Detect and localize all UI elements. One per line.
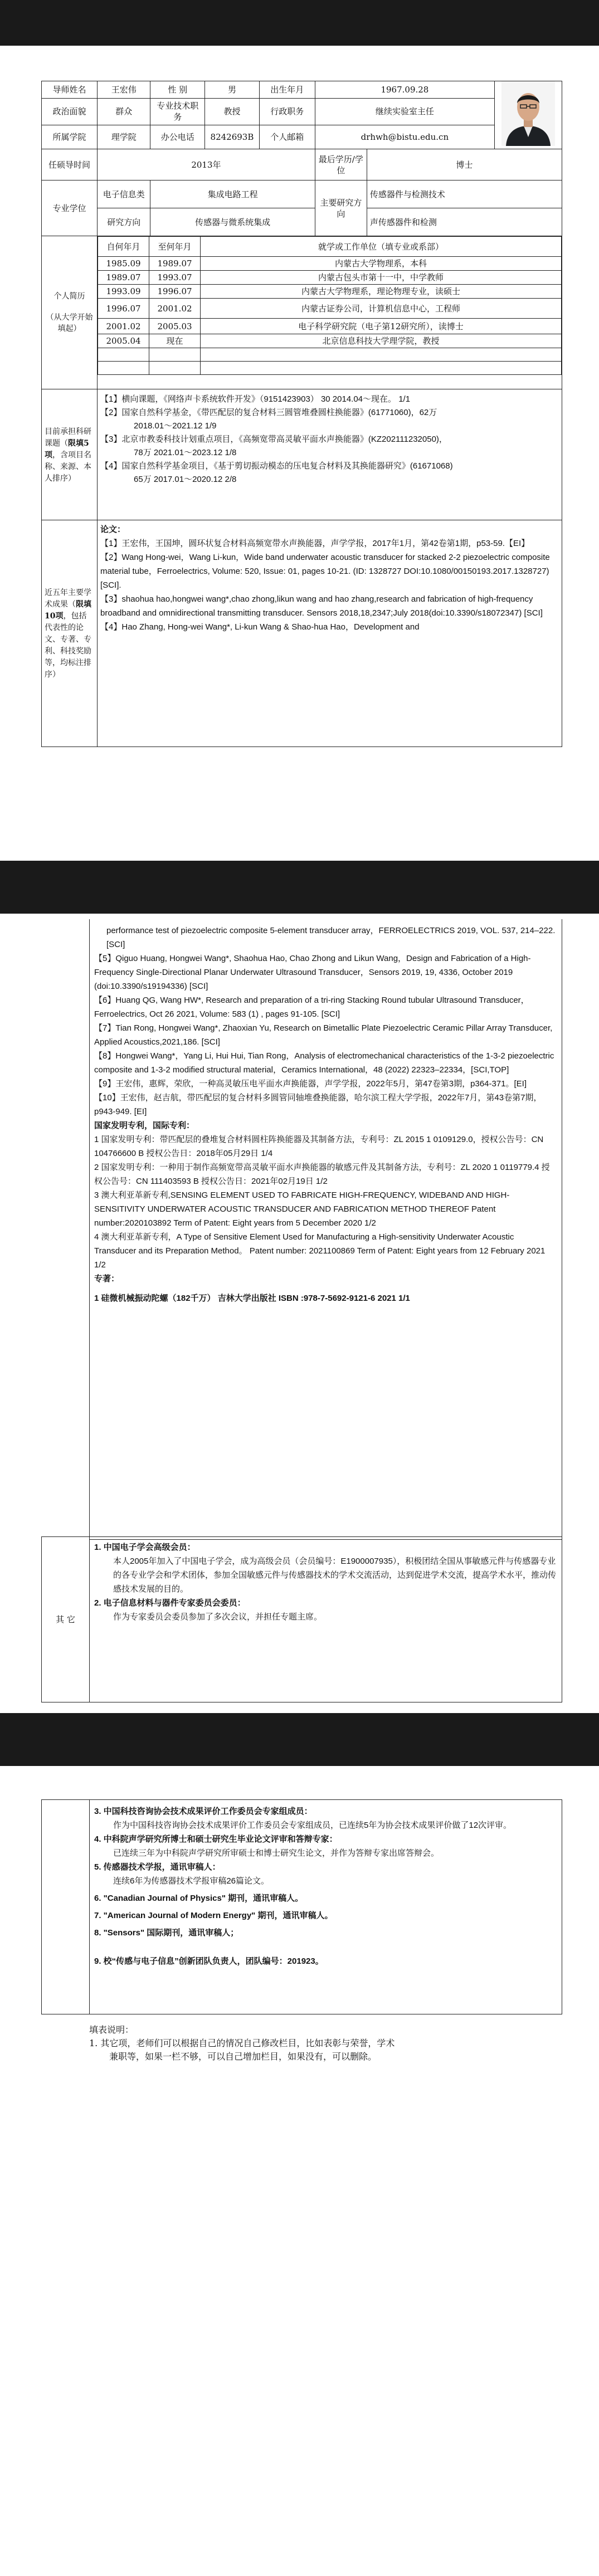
list-item: 1 硅微机械振动陀螺（182千万） 吉林大学出版社 ISBN :978-7-5692-9121-6 2021 1/1 (94, 1294, 410, 1303)
list-item: 1 国家发明专利：带匹配层的叠堆复合材料圆柱阵换能器及其制备方法，专利号：ZL 2015 1 0109129.0，授权公告号：CN 104766600 B 授权公告日：2018年05月29日 1/4 (94, 1135, 544, 1158)
other-continued-cell (90, 1800, 562, 2014)
resume-from: 1996.07 (98, 299, 149, 319)
list-item: 【5】Qiguo Huang, Hongwei Wang*, Shaohua Hao, Chao Zhong and Likun Wang，Design and Fabrication of a High-Frequency Single-Directional Planar Underwater Ultrasound Transducer，Sensors 2019, 19, 4336, October 2019 (doi:10.3390/s19194336) [SCI] (94, 954, 531, 991)
dept-label: 所属学院 (42, 125, 98, 149)
books-heading: 专著： (94, 1274, 120, 1284)
list-item: 4 澳大利亚革新专利，A Type of Sensitive Element Used for Manufacturing a High-sensitivity Underwater Acoustic Transducer and its Preparation Method。 Patent number: 2021100869 Term of Patent: Eight years from 12 February 2021 1/2 (94, 1232, 546, 1270)
degree-value: 博士 (367, 149, 562, 180)
resume-head-unit: 就学或工作单位（填专业或系部） (201, 237, 562, 257)
table-row (98, 319, 562, 334)
other-table (41, 1536, 562, 1702)
resume-to: 2005.03 (149, 319, 201, 334)
academic-value-2: 声传感器件和检测 (367, 208, 562, 236)
list-item: 【6】Huang QG, Wang HW*, Research and preparation of a tri-ring Stacking Round tubular Ultrasound Transducer，Ferroelectrics, Oct 26 2021, Volume: 583 (1) , pages 91-105. [SCI] (94, 996, 529, 1019)
top-band (0, 0, 599, 46)
list-item-cont: 78万 2021.01～2023.12 1/8 (134, 448, 237, 457)
notes-title: 填表说明： (89, 2024, 134, 2035)
resume-to: 1993.07 (149, 271, 201, 285)
grants-label (42, 389, 98, 520)
pubs-label (42, 520, 98, 747)
list-item: 【9】王宏伟，惠辉，荣欣，一种高灵敏压电平面水声换能器，声学学报，2022年5月，第47卷第3期，p364-371。[EI] (94, 1079, 527, 1089)
list-item: 2 国家发明专利：一种用于制作高频宽带高灵敏平面水声换能器的敏感元件及其制备方法，专利号：ZL 2020 1 0119779.4 授权公告号：CN 111403593 B 授权公告日：2021年02月19日 1/2 (94, 1163, 550, 1186)
resume-unit: 内蒙古包头市第十一中，中学教师 (201, 271, 562, 285)
table-row (98, 271, 562, 285)
list-item: 【4】Hao Zhang, Hong-wei Wang*, Li-kun Wang & Shao-hua Hao，Development and (100, 622, 420, 632)
form-notes (89, 2023, 546, 2063)
portrait-icon (501, 81, 555, 146)
table-row (98, 299, 562, 319)
list-item-cont: 2018.01～2021.12 1/9 (134, 421, 217, 431)
list-item-text: 连续6年为传感器技术学报审稿26篇论文。 (113, 1876, 270, 1886)
grants-label-c: ，含项目名称、来源、本人排序） (45, 450, 91, 483)
list-item-text: 作为专家委员会委员参加了多次会议，并担任专题主席。 (113, 1612, 323, 1622)
supervisor-name-label: 导师姓名 (42, 81, 98, 99)
notes-line-2: 兼职等，如果一栏不够，可以自己增加栏目，如果没有，可以删除。 (109, 2051, 377, 2062)
resume-label-cell (42, 236, 98, 389)
field-label-2: 研究方向 (98, 208, 150, 236)
phone-value: 8242693B (205, 125, 260, 149)
patents-heading: 国家发明专利，国际专利： (94, 1121, 195, 1130)
title-label: 专业技术职务 (150, 99, 205, 125)
list-item: 9. 校“传感与电子信息”创新团队负责人，团队编号：201923。 (94, 1957, 324, 1966)
continuation-table (89, 919, 562, 1540)
list-item: 【7】Tian Rong, Hongwei Wang*, Zhaoxian Yu, Research on Bimetallic Plate Piezoelectric Ceramic Pillar Array Transducer, Applied Acoustics,2021,186. [SCI] (94, 1023, 553, 1047)
resume-label: 个人简历 (53, 292, 85, 301)
admin-label: 行政职务 (259, 99, 315, 125)
avatar (494, 81, 562, 149)
list-item: 【3】北京市教委科技计划重点项目，《高频宽带高灵敏平面水声换能器》(KZ202111232050)， (100, 435, 447, 444)
list-item-text: 作为中国科技咨询协会技术成果评价工作委员会专家组成员，已连续5年为协会技术成果评价做了12次评审。 (113, 1821, 512, 1830)
list-item-text: 本人2005年加入了中国电子学会，成为高级会员（会员编号：E1900007935），积极团结全国从事敏感元件与传感器专业的各专业学会和学术团体，参加全国敏感元件与传感器技术的学术交流活动，达到促进学术交流，提高学术水平，推动传感技术发展的目的。 (113, 1557, 557, 1594)
pubs-label-c: ，包括代表性的论文、专著、专利、科技奖励等，均标注排序） (45, 612, 91, 679)
academic-label: 主要研究方向 (315, 180, 367, 236)
list-item: 【8】Hongwei Wang*，Yang Li, Hui Hui, Tian Rong，Analysis of electromechanical characteristics of the 1-3-2 piezoelectric composite and 1-3-2 modified structural material，Ceramics International，48 (2022) 22323–22334，[SCI,TOP] (94, 1051, 554, 1075)
academic-value-1: 传感器件与检测技术 (367, 180, 562, 208)
list-item: 【4】国家自然科学基金项目，《基于剪切振动模态的压电复合材料及其换能器研究》(61671068) (100, 461, 453, 471)
major-label: 专业学位 (42, 180, 98, 236)
party-label: 政治面貌 (42, 99, 98, 125)
grants-label-b: 限填5项 (45, 438, 89, 460)
pubs-label-a: 近五年主要学术成果（ (45, 588, 91, 609)
party-value: 群众 (98, 99, 150, 125)
resume-from: 1989.07 (98, 271, 149, 285)
birth-value: 1967.09.28 (315, 81, 494, 99)
resume-unit: 内蒙古证券公司，计算机信息中心，工程师 (201, 299, 562, 319)
list-item: 4. 中科院声学研究所博士和硕士研究生毕业论文评审和答辩专家： (94, 1835, 338, 1844)
list-item: 6. "Canadian Journal of Physics" 期刊，通讯审稿人。 (94, 1894, 304, 1903)
resume-sublabel: （从大学开始填起） (46, 313, 93, 333)
resume-from: 2005.04 (98, 334, 149, 348)
list-item-cont: 65万 2017.01～2020.12 2/8 (134, 475, 237, 484)
birth-label: 出生年月 (259, 81, 315, 99)
list-item: 【3】shaohua hao,hongwei wang*,chao zhong,likun wang and hao zhang,research and fabrication of high-frequency broadband and omnidirectional transmitting transducer. Sensors 2018,18,2347;July 2018(doi:10.3390/s18072347) [SCI] (100, 594, 543, 618)
resume-from: 1993.09 (98, 285, 149, 299)
other-continued-table (41, 1799, 562, 2014)
gender-label: 性 别 (150, 81, 205, 99)
resume-to: 现在 (149, 334, 201, 348)
list-item: 【10】王宏伟，赵吉航，带匹配层的复合材料多圆管同轴堆叠换能器，哈尔滨工程大学学报，2022年7月，第43卷第7期，p943-949. [EI] (94, 1093, 542, 1116)
phone-label: 办公电话 (150, 125, 205, 149)
resume-unit: 电子科学研究院（电子第12研究所），读博士 (201, 319, 562, 334)
list-item: 2. 电子信息材料与器件专家委员会委员： (94, 1598, 246, 1608)
resume-unit: 内蒙古大学物理系，理论物理专业，读硕士 (201, 285, 562, 299)
list-item: 【1】横向课题，《网络声卡系统软件开发》（9151423903） 30 2014.04～现在。 1/1 (100, 394, 411, 404)
table-row (98, 257, 562, 271)
grants-cell (98, 389, 562, 520)
resume-unit: 北京信息科技大学理学院，教授 (201, 334, 562, 348)
list-item: 5. 传感器技术学报，通讯审稿人： (94, 1862, 221, 1872)
page-gap-2 (0, 1713, 599, 1766)
admin-value: 继续实验室主任 (315, 99, 494, 125)
table-row (98, 285, 562, 299)
email-value: drhwh@bistu.edu.cn (315, 125, 494, 149)
other-cell (90, 1537, 562, 1702)
gender-value: 男 (205, 81, 260, 99)
papers-heading: 论文： (100, 525, 126, 534)
field-value-1: 集成电路工程 (150, 180, 315, 208)
email-label: 个人邮箱 (259, 125, 315, 149)
list-item: 7. "American Journal of Modern Energy" 期刊，通讯审稿人。 (94, 1911, 333, 1920)
appoint-label: 任硕导时间 (42, 149, 98, 180)
pubs-cell (98, 520, 562, 747)
resume-from: 1985.09 (98, 257, 149, 271)
title-value: 教授 (205, 99, 260, 125)
pubs-continued-cell (90, 919, 562, 1540)
table-row (98, 334, 562, 348)
resume-cell (98, 236, 562, 389)
resume-head-from: 自何年月 (98, 237, 149, 257)
list-item-cont: performance test of piezoelectric composite 5-element transducer array，FERROELECTRICS 2019, VOL. 537, 214–222. [SCI] (106, 926, 556, 949)
list-item: 8. "Sensors" 国际期刊，通讯审稿人； (94, 1928, 239, 1938)
resume-to: 1989.07 (149, 257, 201, 271)
field-label-1: 电子信息类 (98, 180, 150, 208)
resume-to: 2001.02 (149, 299, 201, 319)
field-value-2: 传感器与微系统集成 (150, 208, 315, 236)
notes-line-1: 1. 其它项，老师们可以根据自己的情况自己修改栏目，比如表彰与荣誉，学术 (89, 2038, 395, 2048)
page-gap-1 (0, 861, 599, 914)
resume-to: 1996.07 (149, 285, 201, 299)
profile-table (41, 81, 562, 747)
list-item: 【2】国家自然科学基金，《带匹配层的复合材料三圆管堆叠圆柱换能器》(61771060)，62万 (100, 408, 437, 417)
resume-head-to: 至何年月 (149, 237, 201, 257)
list-item: 3 澳大利亚革新专利,SENSING ELEMENT USED TO FABRICATE HIGH-FREQUENCY, WIDEBAND AND HIGH-SENSITIVITY UNDERWATER ACOUSTIC TRANSDUCER AND FABRICATION METHOD THEREOF Patent number:2020103892 Term of Patent: Eight years from 5 December 2020 1/2 (94, 1191, 510, 1228)
resume-unit: 内蒙古大学物理系，本科 (201, 257, 562, 271)
list-item: 3. 中国科技咨询协会技术成果评价工作委员会专家组成员： (94, 1807, 313, 1816)
resume-table (98, 236, 562, 375)
supervisor-name: 王宏伟 (98, 81, 150, 99)
resume-from: 2001.02 (98, 319, 149, 334)
pubs-label-b: 限填10项 (45, 600, 91, 621)
degree-label: 最后学历/学位 (315, 149, 367, 180)
list-item: 1. 中国电子学会高级会员： (94, 1543, 196, 1552)
grants-label-a: 目前承担科研课题（ (45, 427, 91, 448)
list-item-text: 已连续三年为中科院声学研究所审硕士和博士研究生论文，并作为答辩专家出席答辩会。 (113, 1848, 440, 1858)
other-label: 其 它 (42, 1537, 90, 1702)
dept-value: 理学院 (98, 125, 150, 149)
list-item: 【2】Wang Hong-wei，Wang Li-kun，Wide band underwater acoustic transducer for stacked 2-2 piezoelectric composite material tube，Ferroelectrics, Volume: 520, Issue: 01, pages 10-21. (ID: 1328727 DOI:10.1080/00150193.2017.1328727) [SCI]. (100, 553, 550, 590)
list-item: 【1】王宏伟，王国坤，圆环状复合材料高频宽带水声换能器，声学学报，2017年1月，第42卷第1期，p53-59.【EI】 (100, 539, 530, 548)
appoint-value: 2013年 (98, 149, 315, 180)
